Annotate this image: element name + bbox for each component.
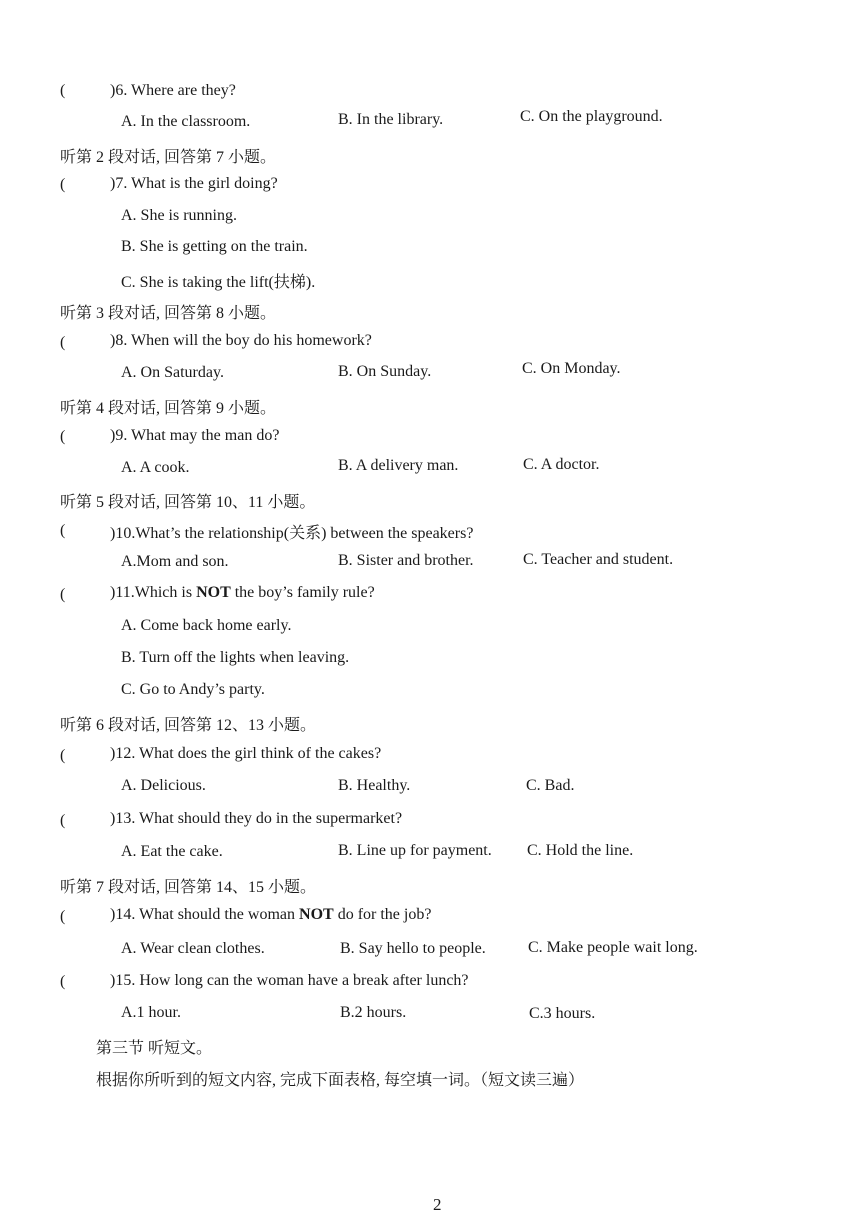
answer-paren: ( xyxy=(60,334,66,351)
answer-paren: ( xyxy=(60,82,66,99)
answer-paren: ( xyxy=(60,428,66,445)
q11-option-a: A. Come back home early. xyxy=(121,617,292,634)
q6-option-a: A. In the classroom. xyxy=(121,113,251,130)
section-5-instruction: 听第 5 段对话, 回答第 10、11 小题。 xyxy=(60,494,316,511)
q9-option-a: A. A cook. xyxy=(121,459,190,476)
q12-option-c: C. Bad. xyxy=(526,777,575,794)
section-4-instruction: 听第 4 段对话, 回答第 9 小题。 xyxy=(60,400,277,417)
q14-option-c: C. Make people wait long. xyxy=(528,939,698,956)
question-14: )14. What should the woman NOT do for the job? xyxy=(110,906,432,923)
q7-option-b: B. She is getting on the train. xyxy=(121,238,308,255)
question-13: )13. What should they do in the supermarket? xyxy=(110,810,403,827)
q11-option-c: C. Go to Andy’s party. xyxy=(121,681,265,698)
question-9: )9. What may the man do? xyxy=(110,427,280,444)
section-6-instruction: 听第 6 段对话, 回答第 12、13 小题。 xyxy=(60,717,317,734)
q14-option-b: B. Say hello to people. xyxy=(340,940,486,957)
q8-option-b: B. On Sunday. xyxy=(338,363,432,380)
answer-paren: ( xyxy=(60,747,66,764)
answer-paren: ( xyxy=(60,973,66,990)
q15-option-c: C.3 hours. xyxy=(529,1005,596,1022)
q6-option-c: C. On the playground. xyxy=(520,108,663,125)
page-number: 2 xyxy=(433,1195,442,1214)
q15-option-b: B.2 hours. xyxy=(340,1004,407,1021)
q13-option-c: C. Hold the line. xyxy=(527,842,634,859)
q11-option-b: B. Turn off the lights when leaving. xyxy=(121,649,350,666)
q9-option-b: B. A delivery man. xyxy=(338,457,459,474)
question-6: )6. Where are they? xyxy=(110,82,236,99)
answer-paren: ( xyxy=(60,522,66,539)
q10-option-b: B. Sister and brother. xyxy=(338,552,474,569)
q8-option-a: A. On Saturday. xyxy=(121,364,224,381)
q10-option-c: C. Teacher and student. xyxy=(523,551,674,568)
section-3-instruction: 听第 3 段对话, 回答第 8 小题。 xyxy=(60,305,277,322)
q14-option-a: A. Wear clean clothes. xyxy=(121,940,265,957)
question-7: )7. What is the girl doing? xyxy=(110,175,278,192)
q12-option-b: B. Healthy. xyxy=(338,777,411,794)
answer-paren: ( xyxy=(60,176,66,193)
question-11: )11.Which is NOT the boy’s family rule? xyxy=(110,584,375,601)
section-2-instruction: 听第 2 段对话, 回答第 7 小题。 xyxy=(60,149,277,166)
q13-option-a: A. Eat the cake. xyxy=(121,843,223,860)
answer-paren: ( xyxy=(60,908,66,925)
answer-paren: ( xyxy=(60,586,66,603)
question-10: )10.What’s the relationship(关系) between the speakers? xyxy=(110,525,474,542)
answer-paren: ( xyxy=(60,812,66,829)
part-3-title: 第三节 听短文。 xyxy=(96,1040,213,1057)
q6-option-b: B. In the library. xyxy=(338,111,444,128)
question-8: )8. When will the boy do his homework? xyxy=(110,332,372,349)
q8-option-c: C. On Monday. xyxy=(522,360,621,377)
section-7-instruction: 听第 7 段对话, 回答第 14、15 小题。 xyxy=(60,879,317,896)
question-12: )12. What does the girl think of the cakes? xyxy=(110,745,382,762)
question-15: )15. How long can the woman have a break after lunch? xyxy=(110,972,469,989)
q15-option-a: A.1 hour. xyxy=(121,1004,181,1021)
q7-option-a: A. She is running. xyxy=(121,207,237,224)
q12-option-a: A. Delicious. xyxy=(121,777,206,794)
q10-option-a: A.Mom and son. xyxy=(121,553,229,570)
q13-option-b: B. Line up for payment. xyxy=(338,842,492,859)
q7-option-c: C. She is taking the lift(扶梯). xyxy=(121,274,316,291)
part-3-instruction: 根据你所听到的短文内容, 完成下面表格, 每空填一词。（短文读三遍） xyxy=(96,1072,585,1089)
q9-option-c: C. A doctor. xyxy=(523,456,600,473)
